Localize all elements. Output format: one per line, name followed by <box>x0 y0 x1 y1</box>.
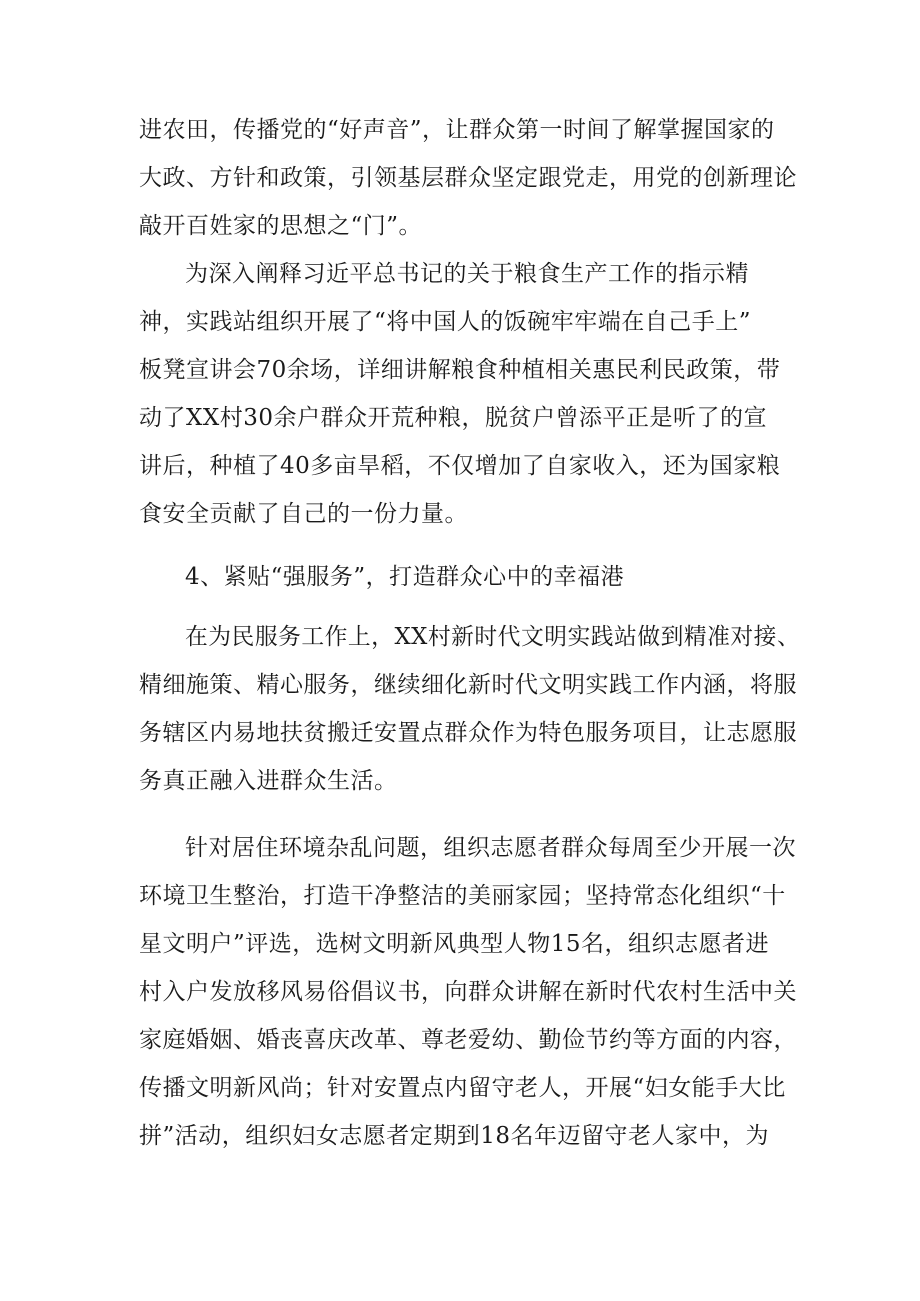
text-line: 家庭婚姻、婚丧喜庆改革、尊老爱幼、勤俭节约等方面的内容， <box>139 1027 797 1053</box>
text-line: 针对居住环境杂乱问题，组织志愿者群众每周至少开展一次 <box>185 835 796 861</box>
text-line: 大政、方针和政策，引领基层群众坚定跟党走，用党的创新理论 <box>139 165 797 191</box>
text-line: 为深入阐释习近平总书记的关于粮食生产工作的指示精 <box>185 261 749 287</box>
text-line: 在为民服务工作上，XX村新时代文明实践站做到精准对接、 <box>185 624 801 650</box>
text-line: 动了XX村30余户群众开荒种粮，脱贫户曾添平正是听了的宣 <box>139 405 768 431</box>
section-heading: 4、紧贴“强服务”，打造群众心中的幸福港 <box>185 564 625 590</box>
text-line: 拼”活动，组织妇女志愿者定期到18名年迈留守老人家中，为 <box>139 1123 770 1149</box>
text-line: 务真正融入进群众生活。 <box>139 768 398 794</box>
text-line: 板凳宣讲会70余场，详细讲解粮食种植相关惠民利民政策，带 <box>139 357 781 383</box>
text-line: 星文明户”评选，选树文明新风典型人物15名，组织志愿者进 <box>139 931 770 957</box>
text-line: 进农田，传播党的“好声音”，让群众第一时间了解掌握国家的 <box>139 117 775 143</box>
text-line: 环境卫生整治，打造干净整洁的美丽家园；坚持常态化组织“十 <box>139 883 786 909</box>
text-line: 务辖区内易地扶贫搬迁安置点群众作为特色服务项目，让志愿服 <box>139 720 797 746</box>
text-line: 敲开百姓家的思想之“门”。 <box>139 213 423 239</box>
text-line: 讲后，种植了40多亩旱稻，不仅增加了自家收入，还为国家粮 <box>139 453 781 479</box>
text-line: 村入户发放移风易俗倡议书，向群众讲解在新时代农村生活中关 <box>139 979 797 1005</box>
text-line: 传播文明新风尚；针对安置点内留守老人，开展“妇女能手大比 <box>139 1075 786 1101</box>
text-line: 精细施策、精心服务，继续细化新时代文明实践工作内涵，将服 <box>139 672 797 698</box>
text-line: 食安全贡献了自己的一份力量。 <box>139 501 468 527</box>
text-line: 神，实践站组织开展了“将中国人的饭碗牢牢端在自己手上” <box>139 309 752 335</box>
